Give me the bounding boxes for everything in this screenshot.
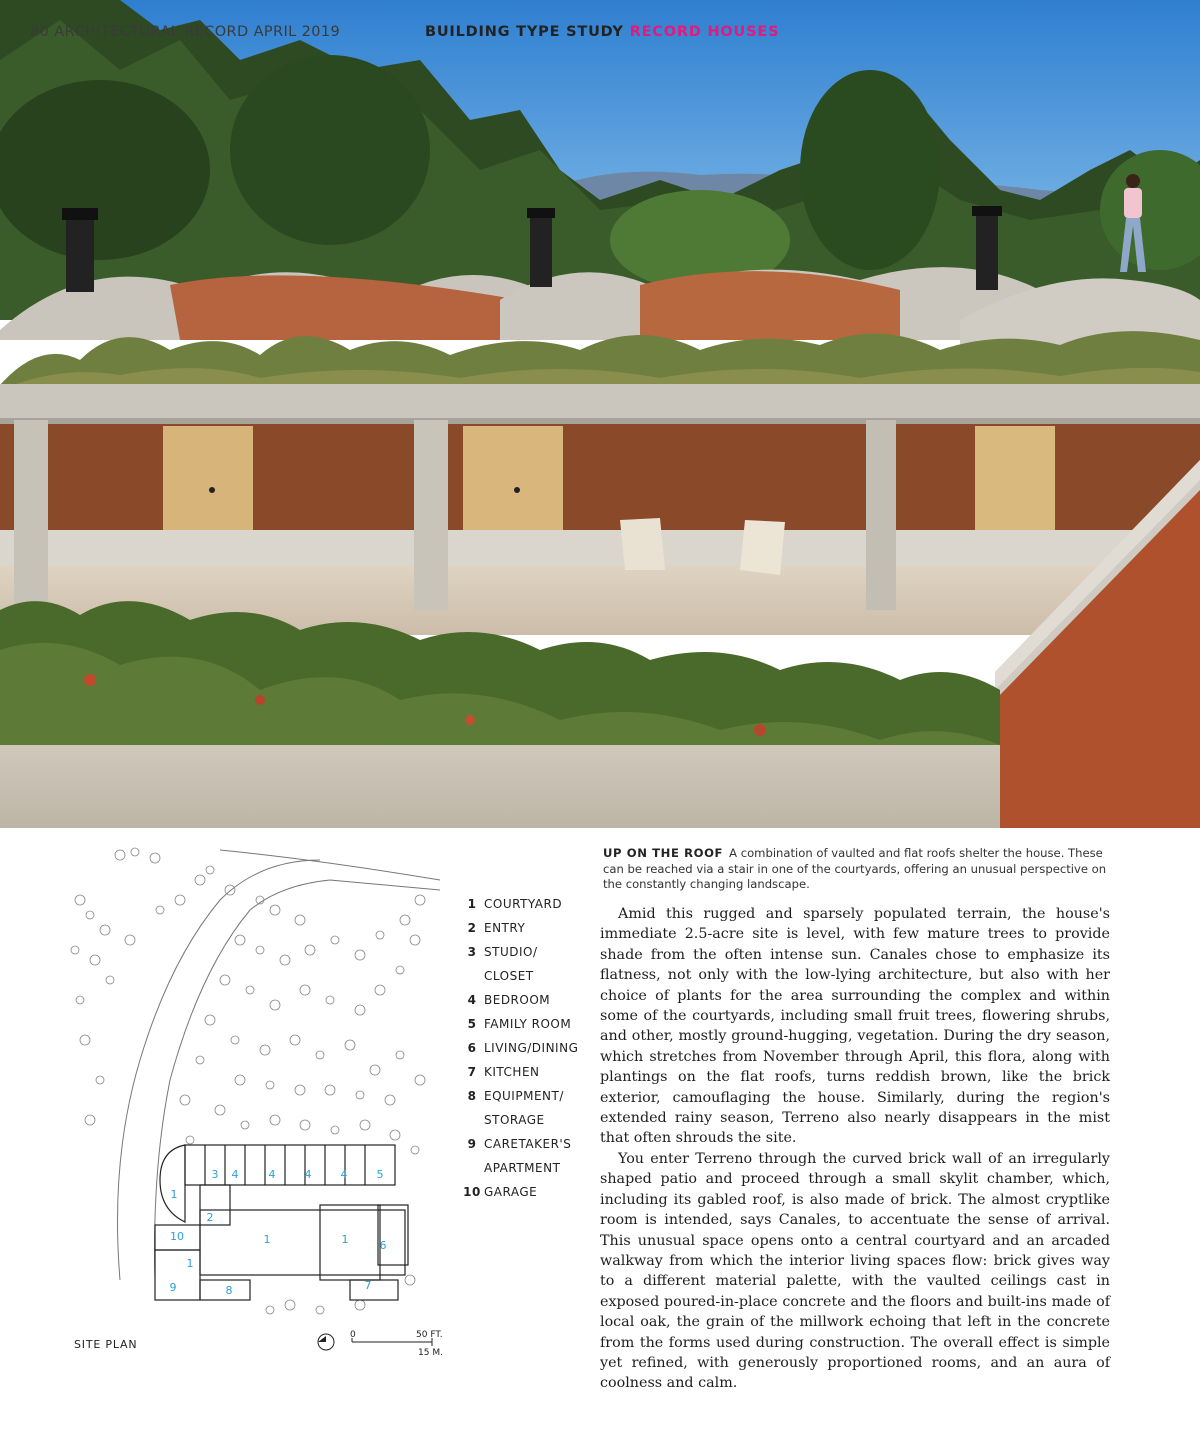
article-body bbox=[600, 904, 1110, 1394]
plan-room-number: 1 bbox=[263, 1233, 271, 1246]
site-plan-drawing bbox=[60, 840, 460, 1320]
legend-item bbox=[460, 940, 590, 988]
photo-caption bbox=[603, 846, 1123, 893]
legend-label: EQUIPMENT/ STORAGE bbox=[484, 1089, 564, 1127]
plan-room-number: 4 bbox=[304, 1168, 312, 1181]
legend-item bbox=[460, 1180, 590, 1204]
legend-item bbox=[460, 988, 590, 1012]
legend-label: BEDROOM bbox=[484, 993, 551, 1007]
legend-item bbox=[460, 1036, 590, 1060]
plan-room-number: 8 bbox=[225, 1284, 233, 1297]
plan-room-number: 9 bbox=[169, 1281, 177, 1294]
legend-label: FAMILY ROOM bbox=[484, 1017, 572, 1031]
plan-room-number: 7 bbox=[364, 1279, 372, 1292]
legend-label: LIVING/DINING bbox=[484, 1041, 579, 1055]
plan-room-number: 4 bbox=[268, 1168, 276, 1181]
legend-label: KITCHEN bbox=[484, 1065, 540, 1079]
plan-room-number: 4 bbox=[340, 1168, 348, 1181]
legend-label: COURTYARD bbox=[484, 897, 563, 911]
plan-legend bbox=[460, 892, 590, 1204]
legend-number: 4 bbox=[467, 993, 477, 1007]
plan-room-number: 2 bbox=[206, 1211, 214, 1224]
plan-room-number: 3 bbox=[211, 1168, 219, 1181]
header-section-accent: RECORD HOUSES bbox=[629, 24, 780, 40]
legend-item bbox=[460, 892, 590, 916]
scale-feet: 50 FT. bbox=[416, 1330, 443, 1340]
legend-number: 7 bbox=[467, 1065, 477, 1079]
legend-number: 2 bbox=[467, 921, 477, 935]
header-section bbox=[425, 24, 779, 40]
legend-item bbox=[460, 1060, 590, 1084]
legend-item bbox=[460, 1012, 590, 1036]
body-paragraph: Amid this rugged and sparsely populated terrain, the house's immediate 2.5-acre site is level, with few mature trees to provide shade from the often intense sun. Canales chose to emphasize its flatness, not only with the low-lying architecture, but also with her choice of plants for the area surrounding the complex and within some of the courtyards, including small fruit trees, flowering shrubs, and other, mostly ground-hugging, vegetation. During the dry season, which stretches from November through April, this flora, along with plantings on the flat roofs, turns reddish brown, like the brick exterior, camouflaging the house. Similarly, during the region's extended rainy season, Terreno also nearly disappears in the mist that often shrouds the site. bbox=[600, 906, 1110, 1147]
legend-number: 1 bbox=[467, 897, 477, 911]
legend-label: GARAGE bbox=[484, 1185, 538, 1199]
plan-room-number: 1 bbox=[186, 1257, 194, 1270]
legend-label: ENTRY bbox=[484, 921, 526, 935]
plan-room-number: 6 bbox=[379, 1239, 387, 1252]
scale-meters: 15 M. bbox=[418, 1348, 443, 1358]
legend-label: STUDIO/ CLOSET bbox=[484, 945, 538, 983]
header-section-label: BUILDING TYPE STUDY bbox=[425, 24, 624, 40]
legend-item bbox=[460, 916, 590, 940]
legend-number: 10 bbox=[463, 1185, 481, 1199]
plan-room-number: 1 bbox=[341, 1233, 349, 1246]
scale-bar bbox=[316, 1326, 456, 1366]
legend-item bbox=[460, 1132, 590, 1180]
legend-label: CARETAKER'S APARTMENT bbox=[484, 1137, 572, 1175]
header-publication: 80 ARCHITECTURAL RECORD APRIL 2019 bbox=[30, 24, 341, 40]
legend-number: 8 bbox=[467, 1089, 477, 1103]
running-header bbox=[0, 24, 1200, 46]
caption-title: UP ON THE ROOF bbox=[603, 846, 724, 860]
plan-room-number: 1 bbox=[170, 1188, 178, 1201]
legend-item bbox=[460, 1084, 590, 1132]
site-plan-label: SITE PLAN bbox=[74, 1338, 138, 1351]
caption-text: A combination of vaulted and flat roofs shelter the house. These can be reached via a stair in one of the courtyards, offering an unusual perspective on the constantly changing landscape. bbox=[603, 846, 1107, 891]
legend-number: 9 bbox=[467, 1137, 477, 1151]
legend-number: 6 bbox=[467, 1041, 477, 1055]
plan-room-number: 5 bbox=[376, 1168, 384, 1181]
plan-room-number: 4 bbox=[231, 1168, 239, 1181]
legend-number: 3 bbox=[467, 945, 477, 959]
plan-room-number: 10 bbox=[170, 1230, 184, 1243]
scale-zero: 0 bbox=[350, 1330, 356, 1340]
body-paragraph: You enter Terreno through the curved brick wall of an irregularly shaped patio and proceed through a small skylit chamber, which, including its gabled roof, is also made of brick. The almost cryptlike room is intended, says Canales, to accentuate the sense of arrival. This unusual space opens onto a central courtyard and an arcaded walkway from which the interior living spaces flow: brick gives way to a different material palette, with the vaulted ceilings cast in exposed poured-in-place concrete and the floors and built-ins made of local oak, the grain of the millwork echoing that left in the concrete from the forms used during construction. The overall effect is simple yet refined, with generously proportioned rooms, and an aura of coolness and calm. bbox=[600, 1150, 1110, 1392]
legend-number: 5 bbox=[467, 1017, 477, 1031]
